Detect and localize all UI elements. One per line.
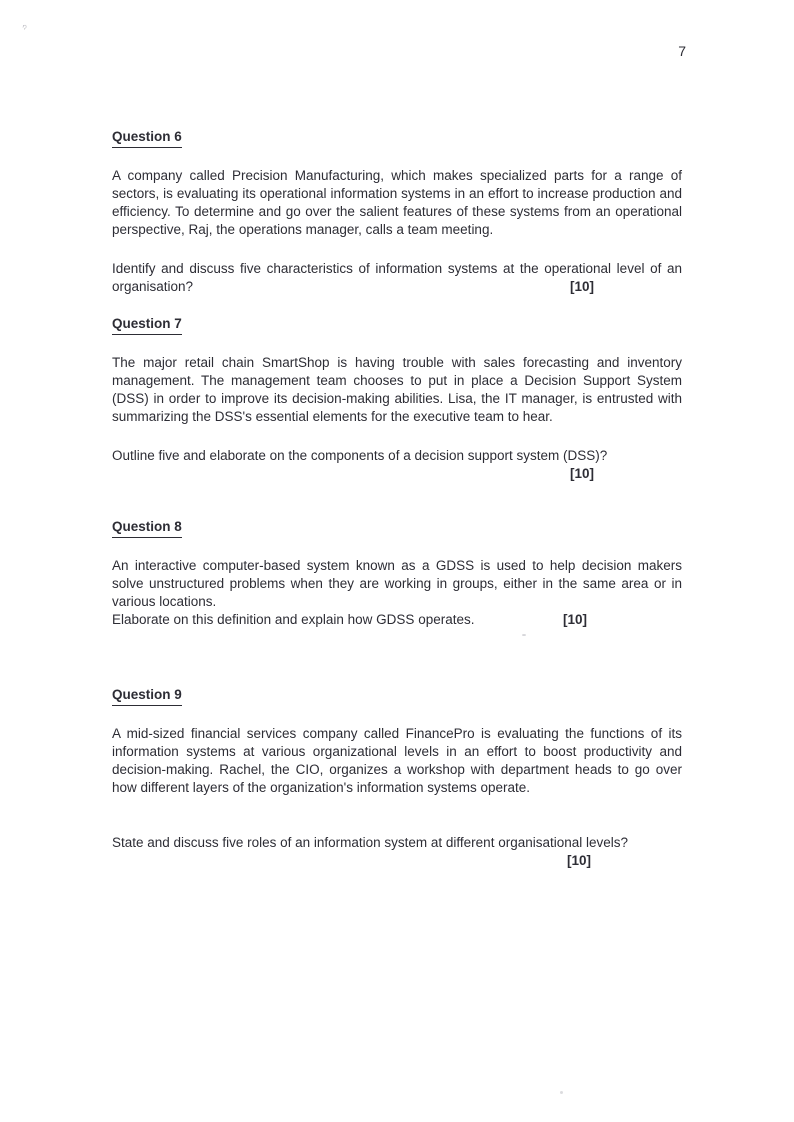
question-8-heading bbox=[112, 518, 682, 538]
question-6-heading-text: Question 6 bbox=[112, 128, 182, 148]
question-6-prompt-text: Identify and discuss five characteristics of information systems at the operational level of an organisation? bbox=[112, 261, 682, 294]
scan-artifact-mark: ′ˀ bbox=[21, 23, 27, 36]
question-9-prompt-text: State and discuss five roles of an information system at different organisational levels? bbox=[112, 835, 629, 850]
page-content bbox=[112, 128, 682, 870]
question-7-prompt-line bbox=[112, 447, 682, 465]
question-6-heading bbox=[112, 128, 682, 148]
question-7-block bbox=[112, 315, 682, 483]
question-7-heading bbox=[112, 315, 682, 335]
question-9-marks-line bbox=[112, 852, 682, 870]
question-7-marks-badge: [10] bbox=[570, 466, 595, 481]
question-7-prompt-text: Outline five and elaborate on the components of a decision support system (DSS)? bbox=[112, 448, 608, 463]
question-6-marks-badge: [10] bbox=[570, 279, 595, 294]
question-9-scenario-text: A mid-sized financial services company called FinancePro is evaluating the functions of its information systems at various organizational levels in an effort to boost productivity and decision-making. Rachel, the CIO, organizes a workshop with department heads to go over how different layers of the organization's information systems operate. bbox=[112, 726, 682, 795]
question-6-scenario-text: A company called Precision Manufacturing, which makes specialized parts for a range of sectors, is evaluating its operational information systems in an effort to increase production and efficiency. To determine and go over the salient features of these systems from an operational perspective, Raj, the operations manager, calls a team meeting. bbox=[112, 168, 682, 237]
question-8-prompt-line bbox=[112, 611, 682, 629]
question-6-block bbox=[112, 128, 682, 296]
question-7-heading-text: Question 7 bbox=[112, 315, 182, 335]
question-8-heading-text: Question 8 bbox=[112, 518, 182, 538]
question-9-block bbox=[112, 686, 682, 870]
question-8-scenario-text: An interactive computer-based system known as a GDSS is used to help decision makers solve unstructured problems when they are working in groups, either in the same area or in various locations. bbox=[112, 558, 682, 609]
question-8-block bbox=[112, 518, 682, 629]
question-9-prompt-line bbox=[112, 834, 682, 852]
page-number: 7 bbox=[678, 43, 686, 59]
question-7-marks-line bbox=[112, 465, 682, 483]
question-8-marks-badge: [10] bbox=[563, 612, 588, 627]
question-9-heading-text: Question 9 bbox=[112, 686, 182, 706]
scan-speck-mark bbox=[522, 634, 526, 636]
question-9-heading bbox=[112, 686, 682, 706]
question-8-prompt-text: Elaborate on this definition and explain how GDSS operates. bbox=[112, 612, 475, 627]
question-6-prompt-line bbox=[112, 260, 682, 296]
question-7-scenario-text: The major retail chain SmartShop is having trouble with sales forecasting and inventory management. The management team chooses to put in place a Decision Support System (DSS) in order to improve its decision-making abilities. Lisa, the IT manager, is entrusted with summarizing the DSS's essential elements for the executive team to hear. bbox=[112, 355, 682, 424]
question-9-marks-badge: [10] bbox=[567, 853, 592, 868]
scan-speck-bottom-mark bbox=[560, 1091, 563, 1094]
